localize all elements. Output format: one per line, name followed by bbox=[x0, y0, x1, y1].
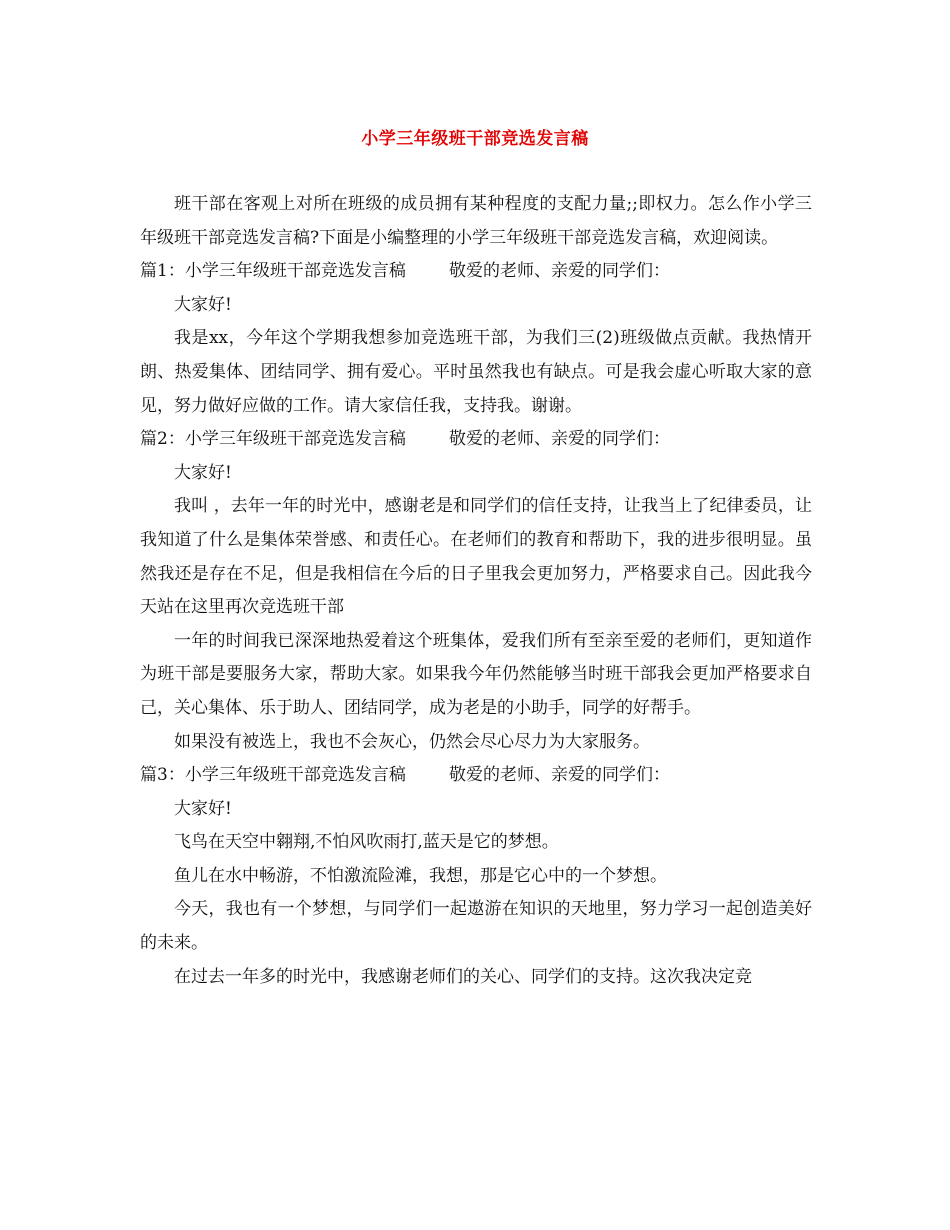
paragraph: 飞鸟在天空中翱翔,不怕风吹雨打,蓝天是它的梦想。 bbox=[174, 832, 559, 853]
paragraph: 鱼儿在水中畅游，不怕激流险滩，我想，那是它心中的一个梦想。 bbox=[174, 865, 667, 886]
paragraph: 今天，我也有一个梦想，与同学们一起遨游在知识的天地里，努力学习一起创造美好的未来。 bbox=[140, 899, 812, 954]
paragraph: 我是xx，今年这个学期我想参加竞选班干部，为我们三(2)班级做点贡献。我热情开朗、热爱集体、团结同学、拥有爱心。平时虽然我也有缺点。可是我会虚心听取大家的意见，努力做好应做的工作。请大家信任我，支持我。谢谢。 bbox=[140, 328, 812, 416]
section-heading-3: 篇3：小学三年级班干部竞选发言稿 敬爱的老师、亲爱的同学们： bbox=[140, 765, 671, 786]
paragraph: 如果没有被选上，我也不会灰心，仍然会尽心尽力为大家服务。 bbox=[174, 731, 650, 752]
document-title: 小学三年级班干部竞选发言稿 bbox=[361, 129, 589, 149]
paragraph: 一年的时间我已深深地热爱着这个班集体，爱我们所有至亲至爱的老师们，更知道作为班干部是要服务大家，帮助大家。如果我今年仍然能够当时班干部我会更加严格要求自己，关心集体、乐于助人、团结同学，成为老是的小助手，同学的好帮手。 bbox=[140, 630, 812, 718]
paragraph: 在过去一年多的时光中，我感谢老师们的关心、同学们的支持。这次我决定竞 bbox=[174, 966, 752, 987]
document-body bbox=[140, 188, 812, 994]
section-heading-1: 篇1：小学三年级班干部竞选发言稿 敬爱的老师、亲爱的同学们： bbox=[140, 261, 671, 282]
section-heading-2: 篇2：小学三年级班干部竞选发言稿 敬爱的老师、亲爱的同学们： bbox=[140, 429, 671, 450]
paragraph-greeting: 大家好! bbox=[174, 462, 232, 483]
paragraph-greeting: 大家好! bbox=[174, 294, 232, 315]
paragraph-intro: 班干部在客观上对所在班级的成员拥有某种程度的支配力量;;即权力。怎么作小学三年级班干部竞选发言稿?下面是小编整理的小学三年级班干部竞选发言稿，欢迎阅读。 bbox=[140, 194, 812, 248]
paragraph-greeting: 大家好! bbox=[174, 798, 232, 819]
paragraph: 我叫 ，去年一年的时光中，感谢老是和同学们的信任支持，让我当上了纪律委员，让我知道了什么是集体荣誉感、和责任心。在老师们的教育和帮助下，我的进步很明显。虽然我还是存在不足，但是我相信在今后的日子里我会更加努力，严格要求自己。因此我今天站在这里再次竞选班干部 bbox=[140, 496, 812, 618]
